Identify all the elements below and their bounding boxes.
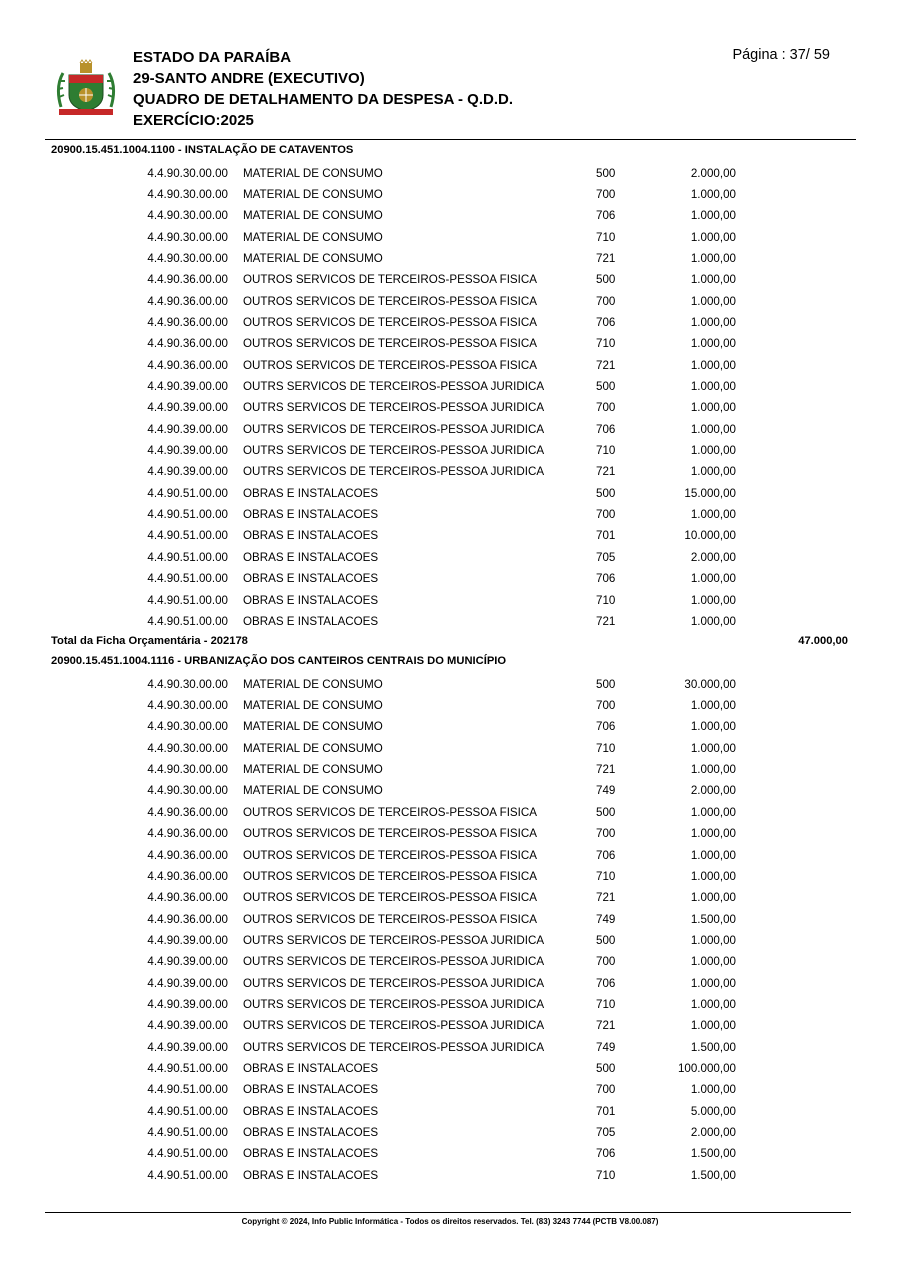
section-title: 20900.15.451.1004.1116 - URBANIZAÇÃO DOS CANTEIROS CENTRAIS DO MUNICÍPIO: [51, 655, 507, 668]
expense-value: 1.000,00: [690, 720, 736, 734]
expense-value: 1.000,00: [690, 273, 736, 287]
expense-value: 1.500,00: [690, 1147, 736, 1161]
expense-code: 4.4.90.36.00.00: [147, 358, 228, 372]
state-crest-icon: [55, 57, 117, 119]
expense-value: 1.500,00: [690, 912, 736, 926]
expense-description: MATERIAL DE CONSUMO: [243, 699, 383, 713]
table-row: [0, 1062, 900, 1083]
expense-code: 4.4.90.51.00.00: [147, 486, 228, 500]
expense-description: OBRAS E INSTALACOES: [243, 593, 379, 607]
expense-value: 1.000,00: [690, 699, 736, 713]
table-row: [0, 699, 900, 720]
expense-code: 4.4.90.36.00.00: [147, 891, 228, 905]
expense-value: 1.000,00: [690, 315, 736, 329]
expense-description: MATERIAL DE CONSUMO: [243, 763, 383, 777]
table-row: [0, 529, 900, 550]
expense-description: OBRAS E INSTALACOES: [243, 614, 379, 628]
expense-code: 4.4.90.36.00.00: [147, 294, 228, 308]
expense-description: OUTROS SERVICOS DE TERCEIROS-PESSOA FISICA: [243, 891, 537, 905]
resource-source: 705: [596, 1126, 616, 1140]
expense-code: 4.4.90.39.00.00: [147, 465, 228, 479]
expense-code: 4.4.90.30.00.00: [147, 784, 228, 798]
expense-code: 4.4.90.51.00.00: [147, 1126, 228, 1140]
expense-code: 4.4.90.51.00.00: [147, 1083, 228, 1097]
expense-description: OUTRS SERVICOS DE TERCEIROS-PESSOA JURIDICA: [243, 444, 545, 458]
table-row: [0, 1019, 900, 1040]
table-row: [0, 1083, 900, 1104]
expense-code: 4.4.90.39.00.00: [147, 380, 228, 393]
expense-value: 1.000,00: [690, 848, 736, 862]
resource-source: 710: [596, 1168, 616, 1182]
table-row: [0, 337, 900, 358]
resource-source: 706: [596, 720, 616, 734]
expense-value: 1.000,00: [690, 358, 736, 372]
expense-description: MATERIAL DE CONSUMO: [243, 166, 383, 180]
expense-code: 4.4.90.30.00.00: [147, 677, 228, 691]
resource-source: 710: [596, 444, 616, 458]
expense-value: 1.000,00: [690, 997, 736, 1011]
table-row: [0, 998, 900, 1019]
expense-code: 4.4.90.36.00.00: [147, 827, 228, 841]
expense-value: 1.000,00: [690, 508, 736, 522]
resource-source: 706: [596, 572, 616, 586]
resource-source: 700: [596, 508, 616, 522]
fiscal-year: EXERCÍCIO:2025: [133, 112, 254, 129]
expense-code: 4.4.90.39.00.00: [147, 444, 228, 458]
resource-source: 700: [596, 699, 616, 713]
resource-source: 721: [596, 465, 616, 479]
expense-code: 4.4.90.51.00.00: [147, 614, 228, 628]
expense-description: OBRAS E INSTALACOES: [243, 572, 379, 586]
expense-code: 4.4.90.39.00.00: [147, 1019, 228, 1033]
expense-description: MATERIAL DE CONSUMO: [243, 741, 383, 755]
expense-value: 15.000,00: [684, 486, 736, 500]
expense-value: 1.000,00: [690, 1019, 736, 1033]
copyright-footer: Copyright © 2024, Info Public Informática - Todos os direitos reservados. Tel. (83) 3243 7744 (PCTB V8.00.087): [241, 1217, 659, 1226]
expense-value: 2.000,00: [690, 784, 736, 798]
resource-source: 700: [596, 955, 616, 969]
expense-value: 1.000,00: [690, 337, 736, 351]
expense-value: 1.000,00: [690, 741, 736, 755]
report-title: QUADRO DE DETALHAMENTO DA DESPESA - Q.D.D.: [133, 91, 514, 108]
expense-code: 4.4.90.51.00.00: [147, 1168, 228, 1182]
expense-code: 4.4.90.51.00.00: [147, 1104, 228, 1118]
resource-source: 721: [596, 1019, 616, 1033]
expense-description: MATERIAL DE CONSUMO: [243, 230, 383, 244]
expense-code: 4.4.90.36.00.00: [147, 912, 228, 926]
table-row: [0, 295, 900, 316]
expense-description: OUTROS SERVICOS DE TERCEIROS-PESSOA FISICA: [243, 315, 537, 329]
expense-code: 4.4.90.51.00.00: [147, 508, 228, 522]
expense-code: 4.4.90.51.00.00: [147, 1147, 228, 1161]
expense-description: OUTRS SERVICOS DE TERCEIROS-PESSOA JURIDICA: [243, 933, 545, 947]
table-row: [0, 401, 900, 422]
expense-description: OBRAS E INSTALACOES: [243, 1062, 379, 1075]
expense-value: 1.000,00: [690, 422, 736, 436]
page-number: Página : 37/ 59: [732, 47, 830, 63]
expense-description: OBRAS E INSTALACOES: [243, 1168, 379, 1182]
resource-source: 500: [596, 486, 616, 500]
table-row: [0, 615, 900, 636]
resource-source: 700: [596, 187, 616, 201]
expense-code: 4.4.90.30.00.00: [147, 741, 228, 755]
resource-source: 700: [596, 294, 616, 308]
expense-description: OUTRS SERVICOS DE TERCEIROS-PESSOA JURIDICA: [243, 380, 545, 393]
expense-value: 100.000,00: [677, 1062, 736, 1075]
table-row: [0, 720, 900, 741]
header-titles: [133, 47, 513, 131]
expense-code: 4.4.90.51.00.00: [147, 1062, 228, 1075]
expense-description: OBRAS E INSTALACOES: [243, 529, 379, 543]
resource-source: 500: [596, 933, 616, 947]
expense-code: 4.4.90.36.00.00: [147, 805, 228, 819]
expense-description: OUTROS SERVICOS DE TERCEIROS-PESSOA FISICA: [243, 273, 537, 287]
expense-value: 1.000,00: [690, 444, 736, 458]
expense-value: 1.000,00: [690, 209, 736, 223]
expense-description: OUTROS SERVICOS DE TERCEIROS-PESSOA FISICA: [243, 805, 537, 819]
expense-description: OUTROS SERVICOS DE TERCEIROS-PESSOA FISICA: [243, 358, 537, 372]
table-row: [0, 870, 900, 891]
resource-source: 701: [596, 1104, 616, 1118]
resource-source: 710: [596, 741, 616, 755]
expense-value: 1.000,00: [690, 805, 736, 819]
table-row: [0, 594, 900, 615]
section-title: 20900.15.451.1004.1100 - INSTALAÇÃO DE CATAVENTOS: [51, 144, 354, 156]
resource-source: 700: [596, 401, 616, 415]
expense-code: 4.4.90.36.00.00: [147, 315, 228, 329]
expense-code: 4.4.90.51.00.00: [147, 572, 228, 586]
expense-code: 4.4.90.39.00.00: [147, 997, 228, 1011]
expense-value: 1.000,00: [690, 976, 736, 990]
expense-value: 1.000,00: [690, 401, 736, 415]
expense-description: OBRAS E INSTALACOES: [243, 1083, 379, 1097]
table-row: [0, 423, 900, 444]
resource-source: 721: [596, 251, 616, 265]
expense-description: MATERIAL DE CONSUMO: [243, 720, 383, 734]
header-divider: [45, 139, 856, 140]
table-row: [0, 1147, 900, 1168]
resource-source: 705: [596, 550, 616, 564]
expense-value: 30.000,00: [684, 677, 736, 691]
expense-value: 10.000,00: [684, 529, 736, 543]
expense-code: 4.4.90.39.00.00: [147, 976, 228, 990]
resource-source: 700: [596, 827, 616, 841]
resource-source: 710: [596, 593, 616, 607]
table-row: [0, 742, 900, 763]
expense-value: 1.000,00: [690, 380, 736, 393]
expense-description: OUTRS SERVICOS DE TERCEIROS-PESSOA JURIDICA: [243, 1040, 545, 1054]
document-header: [0, 0, 900, 140]
expense-code: 4.4.90.36.00.00: [147, 848, 228, 862]
expense-code: 4.4.90.30.00.00: [147, 230, 228, 244]
table-row: [0, 955, 900, 976]
expense-description: MATERIAL DE CONSUMO: [243, 677, 383, 691]
expense-code: 4.4.90.51.00.00: [147, 593, 228, 607]
table-row: [0, 359, 900, 380]
expense-code: 4.4.90.51.00.00: [147, 550, 228, 564]
expense-description: OUTROS SERVICOS DE TERCEIROS-PESSOA FISICA: [243, 827, 537, 841]
resource-source: 706: [596, 422, 616, 436]
expense-value: 1.000,00: [690, 614, 736, 628]
expense-code: 4.4.90.51.00.00: [147, 529, 228, 543]
table-row: [0, 827, 900, 848]
state-name: ESTADO DA PARAÍBA: [133, 49, 292, 66]
resource-source: 706: [596, 848, 616, 862]
expense-description: OUTRS SERVICOS DE TERCEIROS-PESSOA JURIDICA: [243, 465, 545, 479]
expense-code: 4.4.90.39.00.00: [147, 422, 228, 436]
expense-description: MATERIAL DE CONSUMO: [243, 784, 383, 798]
resource-source: 706: [596, 315, 616, 329]
expense-code: 4.4.90.36.00.00: [147, 273, 228, 287]
expense-value: 1.000,00: [690, 827, 736, 841]
expense-description: OBRAS E INSTALACOES: [243, 486, 379, 500]
resource-source: 500: [596, 273, 616, 287]
expense-code: 4.4.90.30.00.00: [147, 166, 228, 180]
resource-source: 700: [596, 1083, 616, 1097]
expense-value: 1.000,00: [690, 955, 736, 969]
expense-description: OUTROS SERVICOS DE TERCEIROS-PESSOA FISICA: [243, 337, 537, 351]
table-row: [0, 508, 900, 529]
expense-description: MATERIAL DE CONSUMO: [243, 187, 383, 201]
expense-description: OBRAS E INSTALACOES: [243, 1104, 379, 1118]
table-row: [0, 188, 900, 209]
expense-code: 4.4.90.39.00.00: [147, 955, 228, 969]
total-label: Total da Ficha Orçamentária - 202178: [51, 634, 248, 647]
expense-value: 1.000,00: [690, 869, 736, 883]
expense-value: 1.000,00: [690, 891, 736, 905]
resource-source: 500: [596, 1062, 616, 1075]
resource-source: 710: [596, 230, 616, 244]
expense-value: 1.000,00: [690, 187, 736, 201]
expense-description: MATERIAL DE CONSUMO: [243, 209, 383, 223]
expense-description: OUTROS SERVICOS DE TERCEIROS-PESSOA FISICA: [243, 294, 537, 308]
expense-value: 1.500,00: [690, 1168, 736, 1182]
table-row: [0, 572, 900, 593]
expense-description: OUTRS SERVICOS DE TERCEIROS-PESSOA JURIDICA: [243, 422, 545, 436]
resource-source: 710: [596, 337, 616, 351]
expense-value: 1.000,00: [690, 933, 736, 947]
table-row: [0, 209, 900, 230]
resource-source: 500: [596, 380, 616, 393]
expense-value: 1.000,00: [690, 465, 736, 479]
expense-code: 4.4.90.36.00.00: [147, 869, 228, 883]
expense-description: OUTROS SERVICOS DE TERCEIROS-PESSOA FISICA: [243, 912, 537, 926]
table-row: [0, 1126, 900, 1147]
expense-description: OUTRS SERVICOS DE TERCEIROS-PESSOA JURIDICA: [243, 955, 545, 969]
expense-code: 4.4.90.39.00.00: [147, 401, 228, 415]
expense-description: OBRAS E INSTALACOES: [243, 550, 379, 564]
expense-description: OUTRS SERVICOS DE TERCEIROS-PESSOA JURIDICA: [243, 976, 545, 990]
expense-description: OUTROS SERVICOS DE TERCEIROS-PESSOA FISICA: [243, 869, 537, 883]
resource-source: 706: [596, 1147, 616, 1161]
expense-description: MATERIAL DE CONSUMO: [243, 251, 383, 265]
resource-source: 500: [596, 166, 616, 180]
expense-code: 4.4.90.36.00.00: [147, 337, 228, 351]
table-row: [0, 231, 900, 252]
expense-description: OUTROS SERVICOS DE TERCEIROS-PESSOA FISICA: [243, 848, 537, 862]
table-row: [0, 784, 900, 805]
budget-total-row: [51, 635, 848, 647]
expense-description: OBRAS E INSTALACOES: [243, 508, 379, 522]
expense-code: 4.4.90.30.00.00: [147, 209, 228, 223]
table-row: [0, 1169, 900, 1190]
footer-divider: [45, 1212, 851, 1213]
resource-source: 721: [596, 358, 616, 372]
resource-source: 710: [596, 997, 616, 1011]
table-row: [0, 763, 900, 784]
total-value: 47.000,00: [798, 634, 848, 647]
table-row: [0, 465, 900, 486]
table-row: [0, 806, 900, 827]
expense-value: 1.000,00: [690, 294, 736, 308]
table-row: [0, 167, 900, 188]
expense-description: OBRAS E INSTALACOES: [243, 1147, 379, 1161]
table-row: [0, 934, 900, 955]
resource-source: 749: [596, 784, 616, 798]
resource-source: 500: [596, 805, 616, 819]
expense-value: 2.000,00: [690, 550, 736, 564]
resource-source: 721: [596, 614, 616, 628]
resource-source: 749: [596, 912, 616, 926]
table-row: [0, 913, 900, 934]
expense-code: 4.4.90.30.00.00: [147, 187, 228, 201]
table-row: [0, 380, 900, 401]
table-row: [0, 252, 900, 273]
expense-code: 4.4.90.30.00.00: [147, 251, 228, 265]
table-row: [0, 1105, 900, 1126]
expense-value: 2.000,00: [690, 1126, 736, 1140]
resource-source: 749: [596, 1040, 616, 1054]
resource-source: 706: [596, 209, 616, 223]
expense-description: OBRAS E INSTALACOES: [243, 1126, 379, 1140]
table-row: [0, 977, 900, 998]
table-row: [0, 551, 900, 572]
expense-code: 4.4.90.39.00.00: [147, 933, 228, 947]
expense-value: 1.000,00: [690, 593, 736, 607]
table-row: [0, 891, 900, 912]
expense-value: 1.000,00: [690, 572, 736, 586]
resource-source: 710: [596, 869, 616, 883]
table-row: [0, 1041, 900, 1062]
expense-code: 4.4.90.39.00.00: [147, 1040, 228, 1054]
resource-source: 706: [596, 976, 616, 990]
expense-description: OUTRS SERVICOS DE TERCEIROS-PESSOA JURIDICA: [243, 1019, 545, 1033]
expense-value: 5.000,00: [690, 1104, 736, 1118]
table-row: [0, 316, 900, 337]
resource-source: 500: [596, 677, 616, 691]
expense-description: OUTRS SERVICOS DE TERCEIROS-PESSOA JURIDICA: [243, 401, 545, 415]
expense-code: 4.4.90.30.00.00: [147, 763, 228, 777]
resource-source: 701: [596, 529, 616, 543]
expense-value: 1.000,00: [690, 251, 736, 265]
resource-source: 721: [596, 891, 616, 905]
expense-description: OUTRS SERVICOS DE TERCEIROS-PESSOA JURIDICA: [243, 997, 545, 1011]
expense-value: 1.000,00: [690, 763, 736, 777]
table-row: [0, 487, 900, 508]
table-row: [0, 678, 900, 699]
expense-value: 1.500,00: [690, 1040, 736, 1054]
resource-source: 721: [596, 763, 616, 777]
entity-name: 29-SANTO ANDRE (EXECUTIVO): [133, 70, 365, 87]
table-row: [0, 444, 900, 465]
expense-code: 4.4.90.30.00.00: [147, 720, 228, 734]
expense-code: 4.4.90.30.00.00: [147, 699, 228, 713]
table-row: [0, 849, 900, 870]
expense-value: 1.000,00: [690, 230, 736, 244]
expense-value: 2.000,00: [690, 166, 736, 180]
expense-value: 1.000,00: [690, 1083, 736, 1097]
table-row: [0, 273, 900, 294]
